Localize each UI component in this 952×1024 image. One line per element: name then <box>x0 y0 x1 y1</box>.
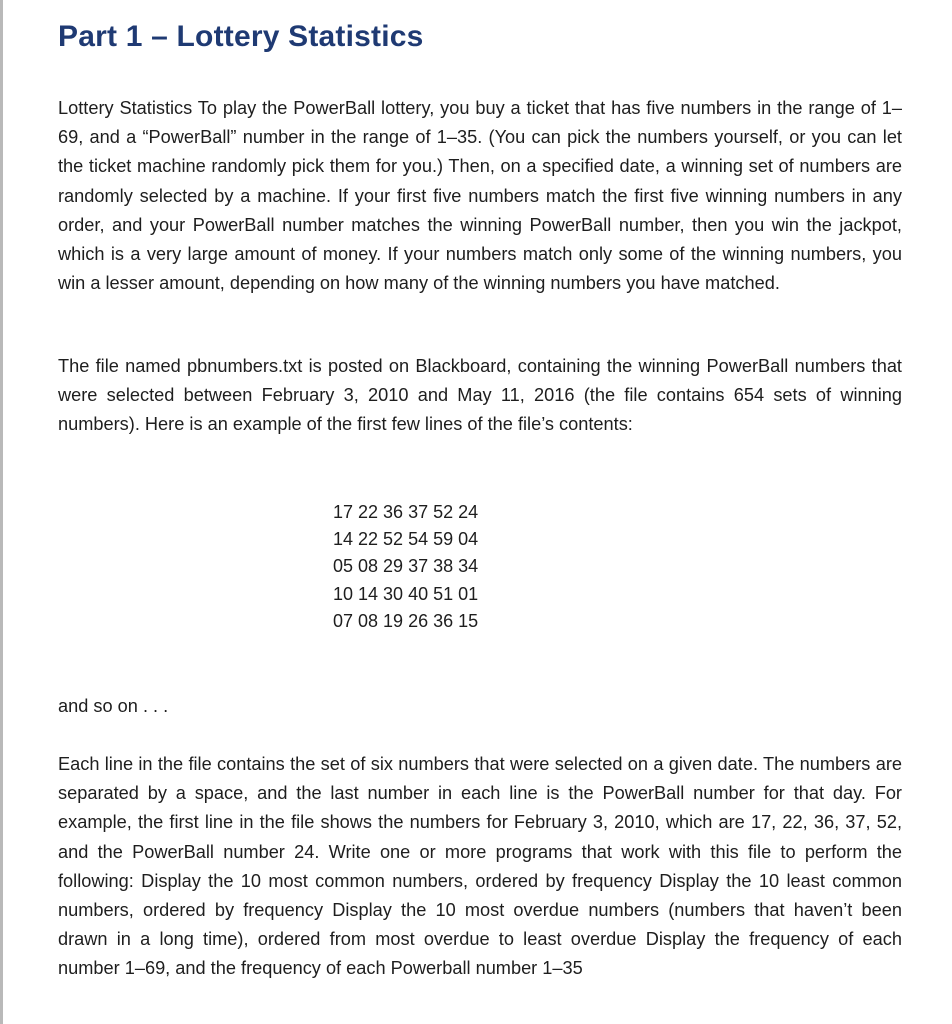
and-so-on-text: and so on . . . <box>58 696 169 716</box>
number-line: 10 14 30 40 51 01 <box>333 583 479 604</box>
page-left-border <box>0 0 3 1024</box>
number-line: 07 08 19 26 36 15 <box>333 610 479 631</box>
intro-paragraph: Lottery Statistics To play the PowerBall lottery, you buy a ticket that has five numbers in the range of 1–69, and a “PowerBall” number in the range of 1–35. (You can pick the numbers yourself, or you can let the ticket machine randomly pick them for you.) Then, on a specified date, a winning set of numbers are randomly selected by a machine. If your first five numbers match the first five winning numbers in any order, and your PowerBall number matches the winning PowerBall number, then you win the jackpot, which is a very large amount of money. If your numbers match only some of the winning numbers, you win a lesser amount, depending on how many of the winning numbers you have matched. <box>58 98 902 294</box>
number-line: 05 08 29 37 38 34 <box>333 556 479 577</box>
example-number-lines <box>333 499 478 635</box>
file-description-paragraph: The file named pbnumbers.txt is posted on Blackboard, containing the winning PowerBall numbers that were selected between February 3, 2010 and May 11, 2016 (the file contains 654 sets of winning numbers). Here is an example of the first few lines of the file’s contents: <box>58 356 902 435</box>
page-title: Part 1 – Lottery Statistics <box>58 20 424 53</box>
number-line: 17 22 36 37 52 24 <box>333 502 479 522</box>
task-description-paragraph: Each line in the file contains the set of six numbers that were selected on a given date. The numbers are separated by a space, and the last number in each line is the PowerBall number for that day. For example, the first line in the file shows the numbers for February 3, 2010, which are 17, 22, 36, 37, 52, and the PowerBall number 24. Write one or more programs that work with this file to perform the following: Display the 10 most common numbers, ordered by frequency Display the 10 least common numbers, ordered by frequency Display the 10 most overdue numbers (numbers that haven’t been drawn in a long time), ordered from most overdue to least overdue Display the frequency of each number 1–69, and the frequency of each Powerball number 1–35 <box>58 754 902 979</box>
number-line: 14 22 52 54 59 04 <box>333 529 479 550</box>
